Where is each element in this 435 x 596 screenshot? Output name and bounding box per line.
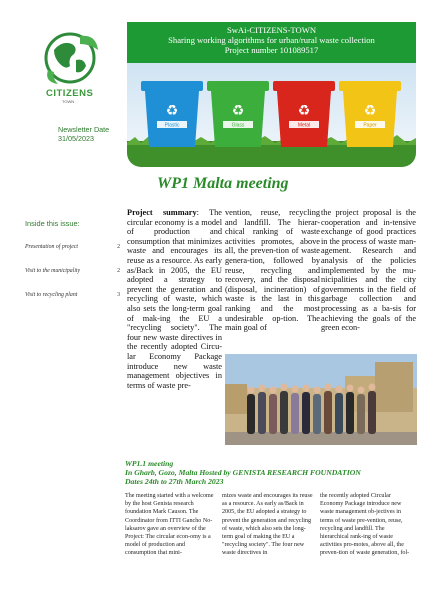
svg-text:♻: ♻ (363, 103, 377, 119)
toc-item-label: Visit to the municipality (25, 268, 81, 274)
toc-item[interactable] (25, 292, 120, 298)
citizens-globe-logo (40, 30, 102, 86)
toc-item-label: Presentation of project (25, 244, 79, 250)
bin-plastic (141, 81, 203, 147)
recycling-bins-image (127, 63, 416, 167)
project-banner (127, 22, 416, 63)
toc-item[interactable] (25, 244, 120, 250)
article-col1-text: : The circular economy is a model of production and consumption that minimizes waste and encourages its reuse as a resource. As early as/Back in 2005, the EU adopted a strategy to prevent the generation and recycling of waste, which also sets the long-term goal of mak-ing the EU a "recycling society". The four new waste directives in the recently adopted Circu-lar Economy Package introduce new waste management objectives in terms of waste pre- (127, 208, 222, 390)
sub-article-column-2: mizes waste and encourages its reuse as a resource. As early as/Back in 2005, the EU adopted a strategy to prevent the generation and recycling of waste, which also sets the long-term goal of making the EU a "recycling society". The four new waste directives in (222, 493, 313, 557)
sub-article-column-1: The meeting started with a welcome by the host Genista research foundation Mark Causon. The Coordinator from ITTI Gancho No-laksarov gave an overview of the Project: The circular econ-omy is a model of production and consumption that mini- (125, 493, 214, 557)
article-column-2: vention, reuse, recycling and landfill. The hierar-chical ranking of waste activities promotes, above all, the preven-tion of waste genera-tion, followed by reuse, recycling and recovery, and the disposal (disposal, incineration) of waste is the last in this ranking and the most undesirable op-tion. The main goal of (225, 208, 320, 333)
toc-item-label: Visit to recycling plant (25, 292, 78, 298)
summary-label: Project summary (127, 208, 197, 217)
svg-text:♻: ♻ (297, 103, 311, 119)
bin-label-glass: Glass (231, 122, 245, 129)
bin-paper (339, 81, 401, 147)
bin-label-paper: Paper (363, 122, 377, 129)
banner-project-name: SwAi-CITIZENS-TOWN (226, 25, 317, 35)
newsletter-date-value: 31/05/2023 (58, 134, 94, 143)
logo-sub: TOWN (62, 99, 75, 104)
newsletter-date-label: Newsletter Date (58, 125, 110, 134)
toc-item-page: 2 (117, 268, 120, 274)
svg-text:♻: ♻ (231, 103, 245, 119)
toc-item[interactable] (25, 268, 120, 274)
inside-this-issue-heading: Inside this issue: (25, 219, 80, 228)
svg-text:♻: ♻ (165, 103, 179, 119)
article-column-3: the project proposal is the cooperation and in-tensive exchange of good practices in the process of waste man-agement. Research and analysis of the policies implemented by the mu-nicipalities and the city governments in the field of garbage collection and processing as a ba-sis for achieving the goals of the green econ- (321, 208, 416, 333)
group-photo (225, 354, 417, 445)
sub-article-title: WP1.1 meeting (125, 459, 174, 468)
bin-label-plastic: Plastic (164, 122, 180, 129)
bin-label-metal: Metal (297, 122, 311, 129)
newsletter-date (58, 125, 109, 143)
article-title: WP1 Malta meeting (157, 175, 289, 192)
sub-article-heading (125, 459, 361, 486)
sub-article-location: In Gharb, Gozo, Malta Hosted by GENISTA RESEARCH FOUNDATION (125, 468, 361, 477)
banner-subtitle: Sharing working algorithms for urban/rural waste collection (168, 35, 375, 45)
toc-item-page: 2 (117, 244, 120, 250)
banner-project-number: Project number 101089517 (224, 45, 319, 55)
bin-glass (207, 81, 269, 147)
logo-name: CITIZENS (46, 88, 94, 99)
sub-article-column-3: the recently adopted Circular Economy Package introduce new waste management ob-jectives in terms of waste pre-vention, reuse, recycling and landfill. The hierarchical rank-ing of waste activities pro-motes, above all, the preven-tion of waste generation, fol- (320, 493, 410, 557)
bin-metal (273, 81, 335, 147)
sub-article-dates: Dates 24th to 27th March 2023 (125, 477, 224, 486)
toc-item-page: 3 (117, 292, 120, 298)
article-column-1 (127, 208, 222, 390)
